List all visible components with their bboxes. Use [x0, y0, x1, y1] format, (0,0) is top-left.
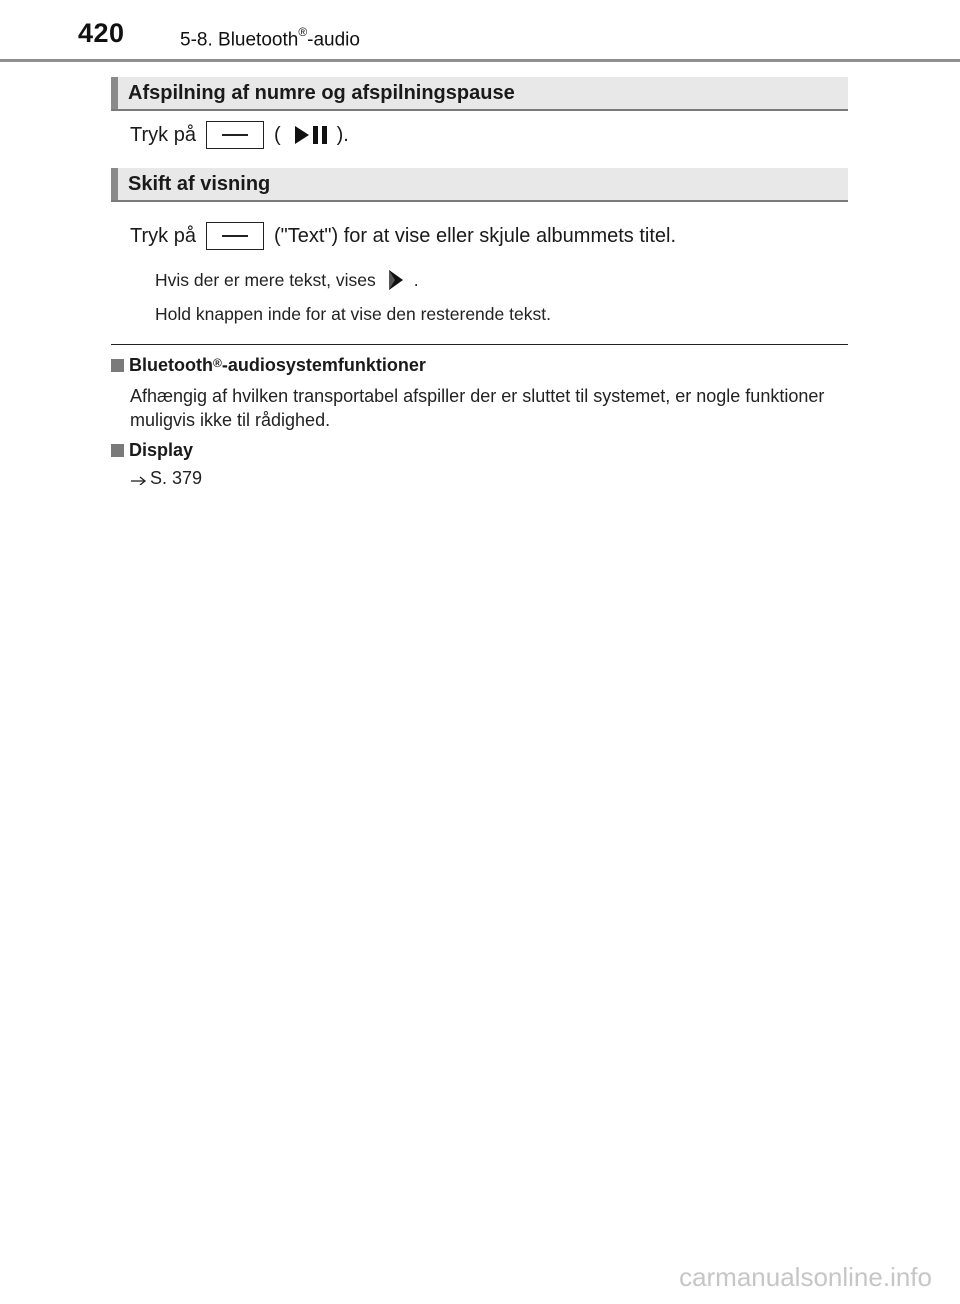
more-text-arrow-icon — [386, 268, 406, 292]
chapter-title — [180, 27, 360, 51]
note-suffix: . — [413, 269, 419, 290]
instruction-open-paren: ( — [273, 123, 281, 146]
section-header-display-switch — [111, 168, 848, 202]
note-prefix: Hvis der er mere tekst, vises — [155, 269, 376, 290]
note-more-text — [155, 268, 419, 292]
square-bullet-icon — [111, 444, 124, 457]
control-button-graphic — [206, 222, 264, 250]
divider — [111, 344, 848, 345]
info-title-prefix: Bluetooth — [129, 355, 213, 375]
instruction-suffix: ("Text") for at vise eller skjule albummets titel. — [273, 224, 677, 247]
page-number: 420 — [78, 18, 125, 48]
info-heading-display — [111, 440, 193, 461]
section-header-bar — [111, 168, 118, 200]
instruction-text-toggle — [130, 222, 676, 250]
info-title-suffix: -audiosystemfunktioner — [221, 355, 426, 375]
watermark: carmanualsonline.info — [679, 1262, 932, 1292]
section-title: Afspilning af numre og afspilningspause — [128, 82, 515, 104]
play-pause-icon — [293, 123, 333, 147]
info-body: Afhængig af hvilken transportabel afspiller der er sluttet til systemet, er nogle funktioner muligvis ikke til rådighed. — [130, 386, 825, 430]
instruction-close-paren: ). — [336, 123, 349, 146]
section-header-bar — [111, 77, 118, 109]
note-hold-button: Hold knappen inde for at vise den resterende tekst. — [155, 304, 551, 324]
instruction-prefix: Tryk på — [130, 123, 196, 146]
page-reference — [130, 468, 202, 489]
registered-mark: ® — [298, 25, 308, 39]
section-header-playback — [111, 77, 848, 111]
chapter-suffix: -audio — [307, 29, 360, 51]
reference-arrow-icon — [130, 473, 148, 485]
instruction-playback — [130, 121, 349, 149]
chapter-prefix: 5-8. Bluetooth — [180, 29, 299, 51]
instruction-prefix: Tryk på — [130, 224, 196, 247]
control-button-graphic — [206, 121, 264, 149]
section-title: Skift af visning — [128, 173, 271, 195]
square-bullet-icon — [111, 359, 124, 372]
info-heading-bluetooth — [111, 355, 426, 376]
reference-text: S. 379 — [150, 468, 203, 488]
header-rule — [0, 59, 960, 62]
info-title: Display — [129, 440, 194, 460]
registered-mark: ® — [212, 355, 222, 370]
